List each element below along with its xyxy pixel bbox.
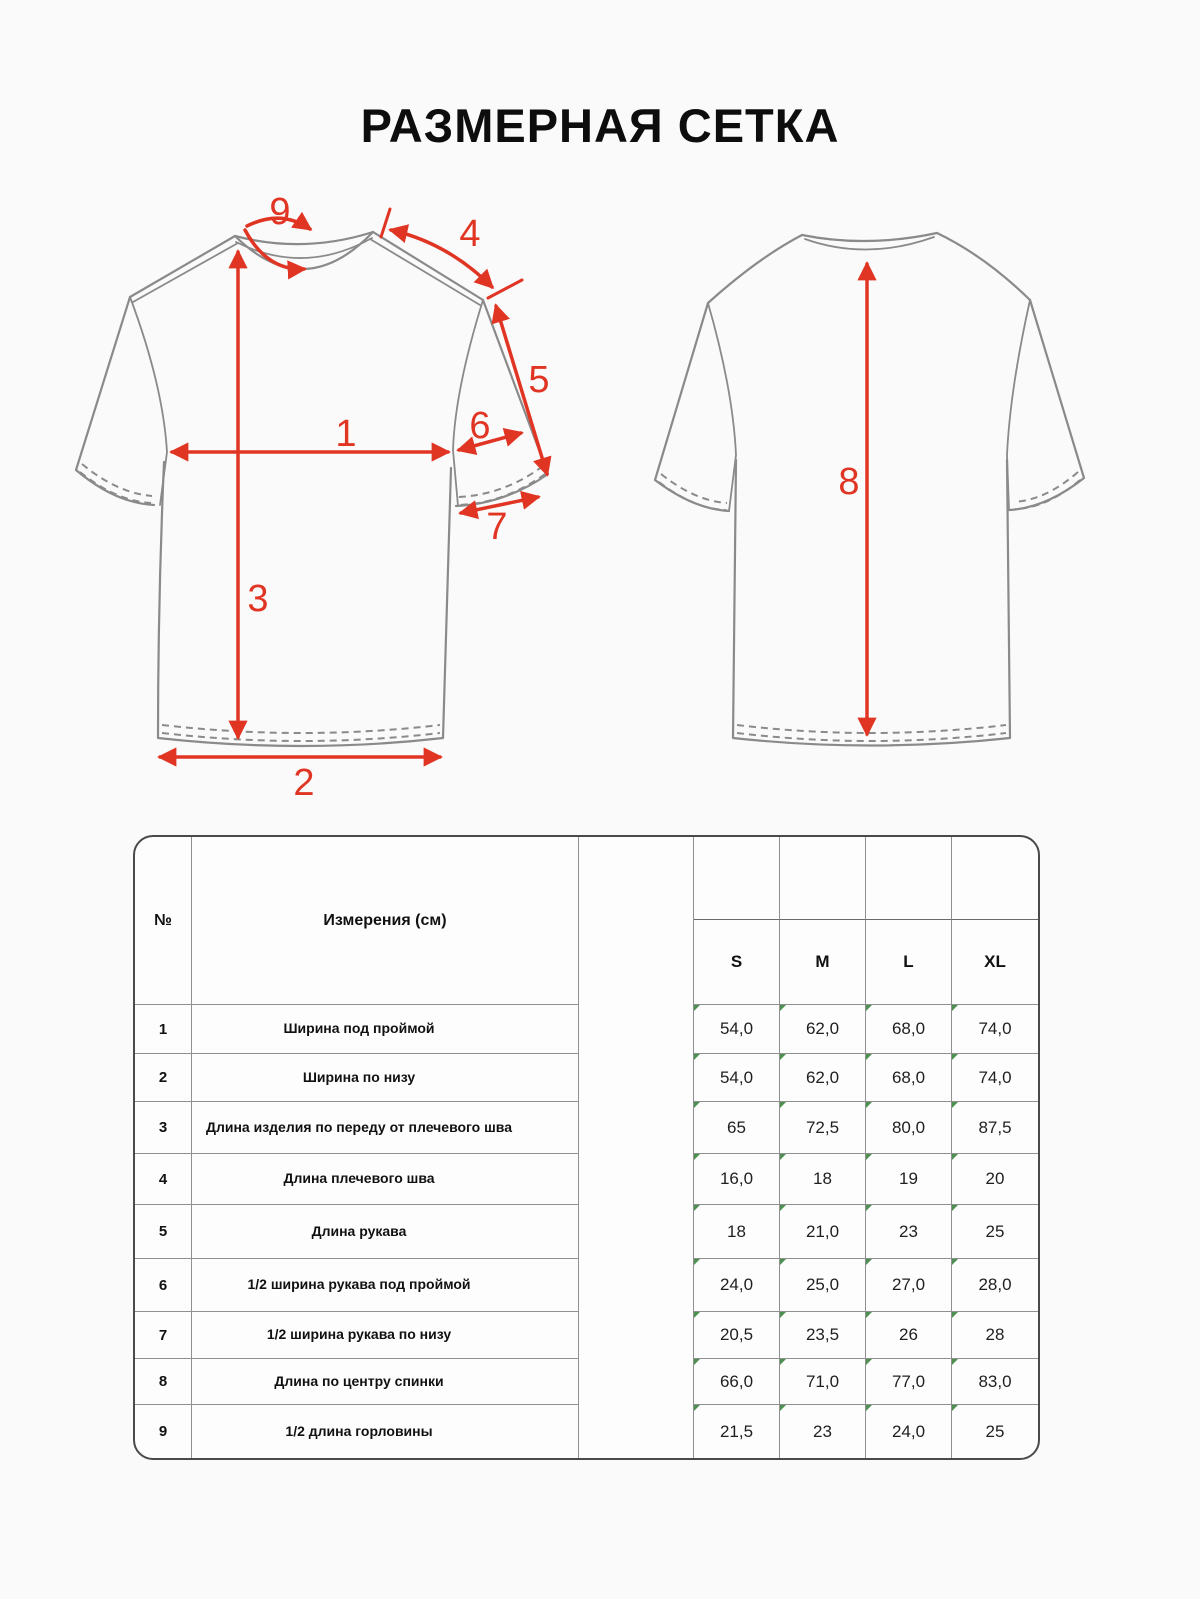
measure-arrow-8 <box>838 264 867 734</box>
size-value-cell: 24,0 <box>694 1259 780 1312</box>
size-value-cell: 21,5 <box>694 1405 780 1458</box>
size-value-cell: 21,0 <box>780 1205 866 1259</box>
header-size-cell: L <box>866 920 952 1005</box>
size-value-cell: 25 <box>952 1205 1038 1259</box>
measurement-name-cell: Длина изделия по переду от плечевого шва <box>192 1102 579 1154</box>
row-number-cell: 9 <box>135 1405 192 1458</box>
measure-label-3: 3 <box>247 578 269 620</box>
row-number-cell: 2 <box>135 1054 192 1102</box>
front-shirt-outline <box>76 232 548 746</box>
row-number-cell: 4 <box>135 1154 192 1205</box>
measure-arrow-1 <box>172 413 448 455</box>
header-empty-cell <box>694 837 780 920</box>
back-body <box>733 460 1010 746</box>
header-measurements-cell: Измерения (см) <box>192 837 579 1005</box>
size-value-cell: 18 <box>780 1154 866 1205</box>
row-number-cell: 7 <box>135 1312 192 1359</box>
table-gap-column <box>579 837 694 1458</box>
back-right-sleeve <box>1009 300 1084 510</box>
size-value-cell: 16,0 <box>694 1154 780 1205</box>
measure-label-6: 6 <box>469 405 491 447</box>
back-shirt-outline <box>655 233 1084 746</box>
front-right-sleeve-stitching <box>458 466 543 497</box>
size-value-cell: 19 <box>866 1154 952 1205</box>
header-number-cell: № <box>135 837 192 1005</box>
size-value-cell: 62,0 <box>780 1005 866 1054</box>
measurement-name-cell: 1/2 ширина рукава под проймой <box>192 1259 579 1312</box>
measurement-name-cell: Ширина по низу <box>192 1054 579 1102</box>
measure-arrow-4 <box>381 209 522 298</box>
measurement-name-cell: Ширина под проймой <box>192 1005 579 1054</box>
size-value-cell: 80,0 <box>866 1102 952 1154</box>
measure-arrow-3 <box>238 252 269 737</box>
front-body <box>158 462 451 746</box>
header-empty-cell <box>952 837 1038 920</box>
size-value-cell: 65 <box>694 1102 780 1154</box>
back-left-sleeve <box>655 303 729 511</box>
size-value-cell: 20 <box>952 1154 1038 1205</box>
measure-arrows <box>160 191 867 804</box>
header-size-cell: M <box>780 920 866 1005</box>
size-value-cell: 74,0 <box>952 1005 1038 1054</box>
size-value-cell: 26 <box>866 1312 952 1359</box>
size-value-cell: 54,0 <box>694 1005 780 1054</box>
size-value-cell: 72,5 <box>780 1102 866 1154</box>
measure-arrow-5 <box>496 306 550 474</box>
measure-label-9: 9 <box>269 191 291 233</box>
measurement-name-cell: 1/2 длина горловины <box>192 1405 579 1458</box>
back-left-sleeve-stitching <box>661 474 727 503</box>
size-value-cell: 27,0 <box>866 1259 952 1312</box>
size-value-cell: 87,5 <box>952 1102 1038 1154</box>
size-value-cell: 25 <box>952 1405 1038 1458</box>
front-left-sleeve <box>76 297 154 505</box>
size-value-cell: 62,0 <box>780 1054 866 1102</box>
measure-label-8: 8 <box>838 461 860 503</box>
measure-label-5: 5 <box>528 359 550 401</box>
measure-label-2: 2 <box>293 762 315 804</box>
row-number-cell: 1 <box>135 1005 192 1054</box>
row-number-cell: 5 <box>135 1205 192 1259</box>
front-hem-stitching <box>162 725 440 733</box>
measurement-name-cell: Длина по центру спинки <box>192 1359 579 1405</box>
size-value-cell: 28,0 <box>952 1259 1038 1312</box>
back-right-sleeve-stitching <box>1014 472 1078 502</box>
size-value-cell: 77,0 <box>866 1359 952 1405</box>
size-value-cell: 23 <box>866 1205 952 1259</box>
size-value-cell: 68,0 <box>866 1054 952 1102</box>
page-title: РАЗМЕРНАЯ СЕТКА <box>360 99 840 152</box>
size-value-cell: 74,0 <box>952 1054 1038 1102</box>
back-collar <box>802 233 937 241</box>
header-empty-cell <box>780 837 866 920</box>
measure-label-1: 1 <box>335 413 357 455</box>
measure-arrow-6 <box>459 405 521 450</box>
row-number-cell: 3 <box>135 1102 192 1154</box>
front-left-sleeve-stitching <box>82 464 152 496</box>
size-value-cell: 71,0 <box>780 1359 866 1405</box>
measurement-name-cell: 1/2 ширина рукава по низу <box>192 1312 579 1359</box>
size-value-cell: 66,0 <box>694 1359 780 1405</box>
size-value-cell: 68,0 <box>866 1005 952 1054</box>
size-value-cell: 23,5 <box>780 1312 866 1359</box>
measure-label-7: 7 <box>486 506 508 548</box>
header-size-cell: S <box>694 920 780 1005</box>
measure-label-4: 4 <box>459 213 481 255</box>
header-size-cell: XL <box>952 920 1038 1005</box>
measurement-name-cell: Длина рукава <box>192 1205 579 1259</box>
size-value-cell: 83,0 <box>952 1359 1038 1405</box>
size-value-cell: 24,0 <box>866 1405 952 1458</box>
size-value-cell: 18 <box>694 1205 780 1259</box>
row-number-cell: 8 <box>135 1359 192 1405</box>
front-collar <box>235 232 373 244</box>
size-value-cell: 54,0 <box>694 1054 780 1102</box>
header-empty-cell <box>866 837 952 920</box>
measurement-name-cell: Длина плечевого шва <box>192 1154 579 1205</box>
size-table <box>133 835 1040 1460</box>
back-hem-stitching <box>737 725 1006 733</box>
measure-arrow-2 <box>160 757 440 804</box>
size-value-cell: 23 <box>780 1405 866 1458</box>
size-value-cell: 28 <box>952 1312 1038 1359</box>
size-value-cell: 25,0 <box>780 1259 866 1312</box>
row-number-cell: 6 <box>135 1259 192 1312</box>
size-value-cell: 20,5 <box>694 1312 780 1359</box>
